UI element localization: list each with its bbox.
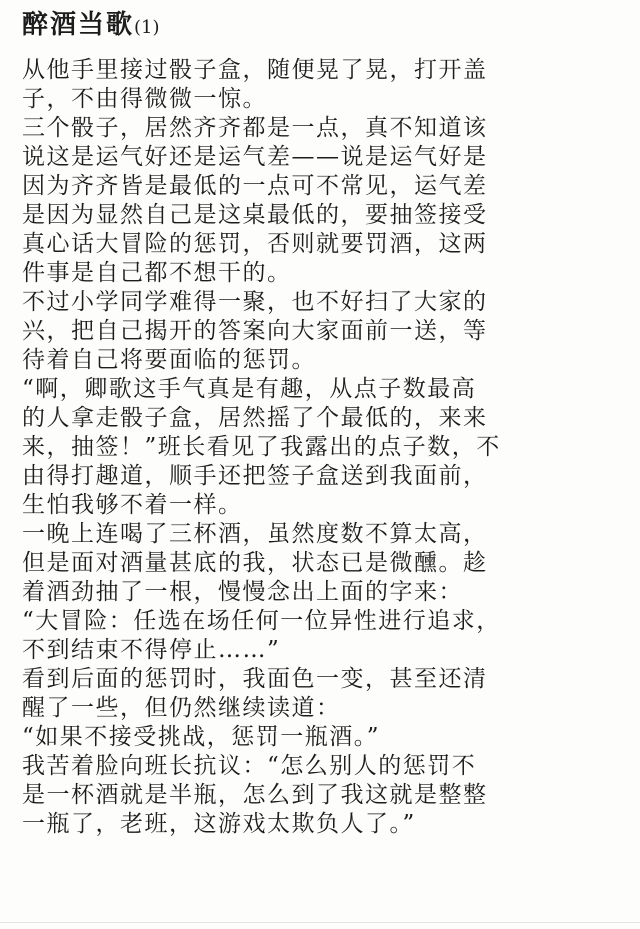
text-line: 子，不由得微微一惊。 — [22, 86, 267, 112]
document-title — [22, 8, 160, 45]
text-line: 一晚上连喝了三杯酒，虽然度数不算太高， — [22, 521, 488, 547]
text-line: 真心话大冒险的惩罚，否则就要罚酒，这两 — [22, 231, 488, 257]
text-line: 着酒劲抽了一根，慢慢念出上面的字来： — [22, 579, 463, 605]
text-line: 是一杯酒就是半瓶，怎么到了我这就是整整 — [22, 782, 488, 808]
text-line: 由得打趣道，顺手还把签子盒送到我面前， — [22, 463, 488, 489]
document-body — [22, 56, 622, 839]
text-line: 件事是自己都不想干的。 — [22, 260, 292, 286]
text-line: 从他手里接过骰子盒，随便晃了晃，打开盖 — [22, 57, 488, 83]
text-line: 来，抽签！”班长看见了我露出的点子数，不 — [22, 434, 501, 460]
text-line: 不到结束不得停止……” — [22, 637, 281, 663]
text-line: 醒了一些，但仍然继续读道： — [22, 695, 341, 721]
text-line: “大冒险：任选在场任何一位异性进行追求， — [22, 608, 501, 634]
page-bottom-divider — [0, 922, 640, 923]
title-suffix: (1) — [134, 17, 160, 38]
text-line: 说这是运气好还是运气差——说是运气好是 — [22, 144, 488, 170]
text-line: 但是面对酒量甚底的我，状态已是微醺。趁 — [22, 550, 488, 576]
text-line: 待着自己将要面临的惩罚。 — [22, 347, 316, 373]
text-line: 生怕我够不着一样。 — [22, 492, 243, 518]
text-line: 我苦着脸向班长抗议：“怎么别人的惩罚不 — [22, 753, 477, 779]
text-line: 看到后面的惩罚时，我面色一变，甚至还清 — [22, 666, 488, 692]
text-line: 的人拿走骰子盒，居然摇了个最低的，来来 — [22, 405, 488, 431]
text-line: 一瓶了，老班，这游戏太欺负人了。” — [22, 811, 416, 837]
text-line: 不过小学同学难得一聚，也不好扫了大家的 — [22, 289, 488, 315]
title-text: 醉酒当歌 — [22, 10, 135, 40]
text-line: 是因为显然自己是这桌最低的，要抽签接受 — [22, 202, 488, 228]
text-line: 兴，把自己揭开的答案向大家面前一送，等 — [22, 318, 488, 344]
text-line: “如果不接受挑战，惩罚一瓶酒。” — [22, 724, 381, 750]
text-line: 因为齐齐皆是最低的一点可不常见，运气差 — [22, 173, 488, 199]
text-line: “啊，卿歌这手气真是有趣，从点子数最高 — [22, 376, 477, 402]
text-line: 三个骰子，居然齐齐都是一点，真不知道该 — [22, 115, 488, 141]
